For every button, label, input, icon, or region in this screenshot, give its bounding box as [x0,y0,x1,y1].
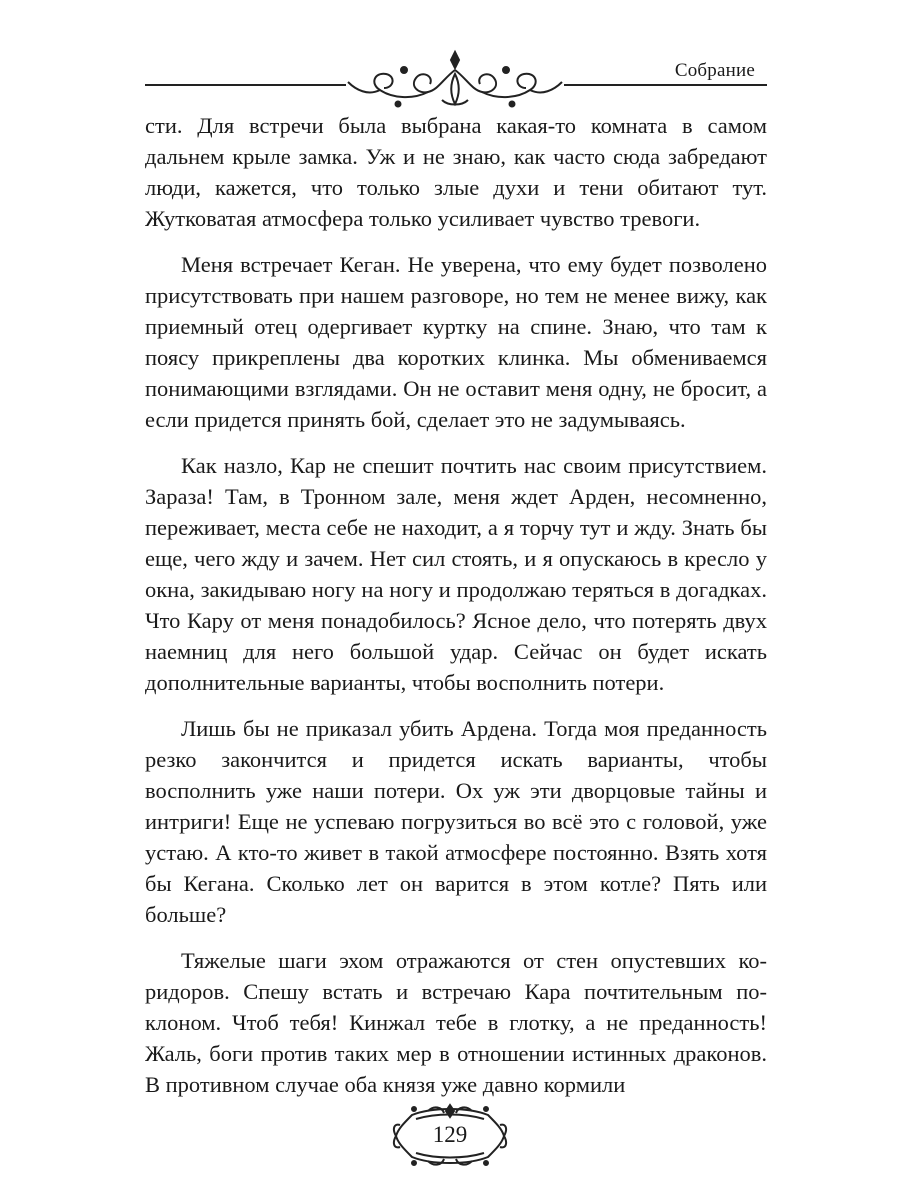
paragraph: Как назло, Кар не спешит почтить нас своим присутствием. Зараза! Там, в Тронном зале, меня ждет Арден, несомненно, переживает, места себе не находит, а я торчу тут и жду. Знать бы еще, чего жду и зачем. Нет сил стоять, и я опускаюсь в кресло у окна, закидываю ногу на ногу и продолжаю теряться в догадках. Что Кару от меня понадобилось? Ясное дело, что потерять двух наемниц для него большой удар. Сейчас он будет искать дополнительные варианты, чтобы восполнить потери. [145,453,767,695]
flourish-ornament-icon [340,48,570,110]
body-text [145,110,767,1115]
paragraph: Меня встречает Кеган. Не уверена, что ему будет позволено присутствовать при нашем разговоре, но тем не менее вижу, как приемный отец одергивает куртку на спине. Знаю, что там к поясу прикреплены два коротких клинка. Мы обмениваемся понимающими взглядами. Он не оставит меня одну, не бросит, а если придется принять бой, сделает это не задумываясь. [145,252,767,432]
page-number: 129 [432,1122,468,1147]
paragraph: сти. Для встречи была выбрана какая-то комната в самом дальнем крыле замка. Уж и не знаю, как часто сюда забредают люди, кажется, что только злые духи и тени обитают тут. Жутковатая атмосфера только усиливает чувство тревоги. [145,113,767,231]
paragraph: Тяжелые шаги эхом отражаются от стен опустевших коридоров. Спешу встать и встречаю Кара почтительным поклоном. Чтоб тебя! Кинжал тебе в глотку, а не преданность! Жаль, боги против таких мер в отношении истинных драконов. В противном случае оба князя уже давно кормили [145,948,767,1097]
running-title: Собрание [674,60,755,81]
paragraph: Лишь бы не приказал убить Ардена. Тогда моя преданность резко закончится и придется искать варианты, чтобы восполнить уже наши потери. Ох уж эти дворцовые тайны и интриги! Еще не успеваю погрузиться во всё это с головой, уже устаю. А кто-то живет в такой атмосфере постоянно. Взять хотя бы Кегана. Сколько лет он варится в этом котле? Пять или больше? [145,716,767,927]
